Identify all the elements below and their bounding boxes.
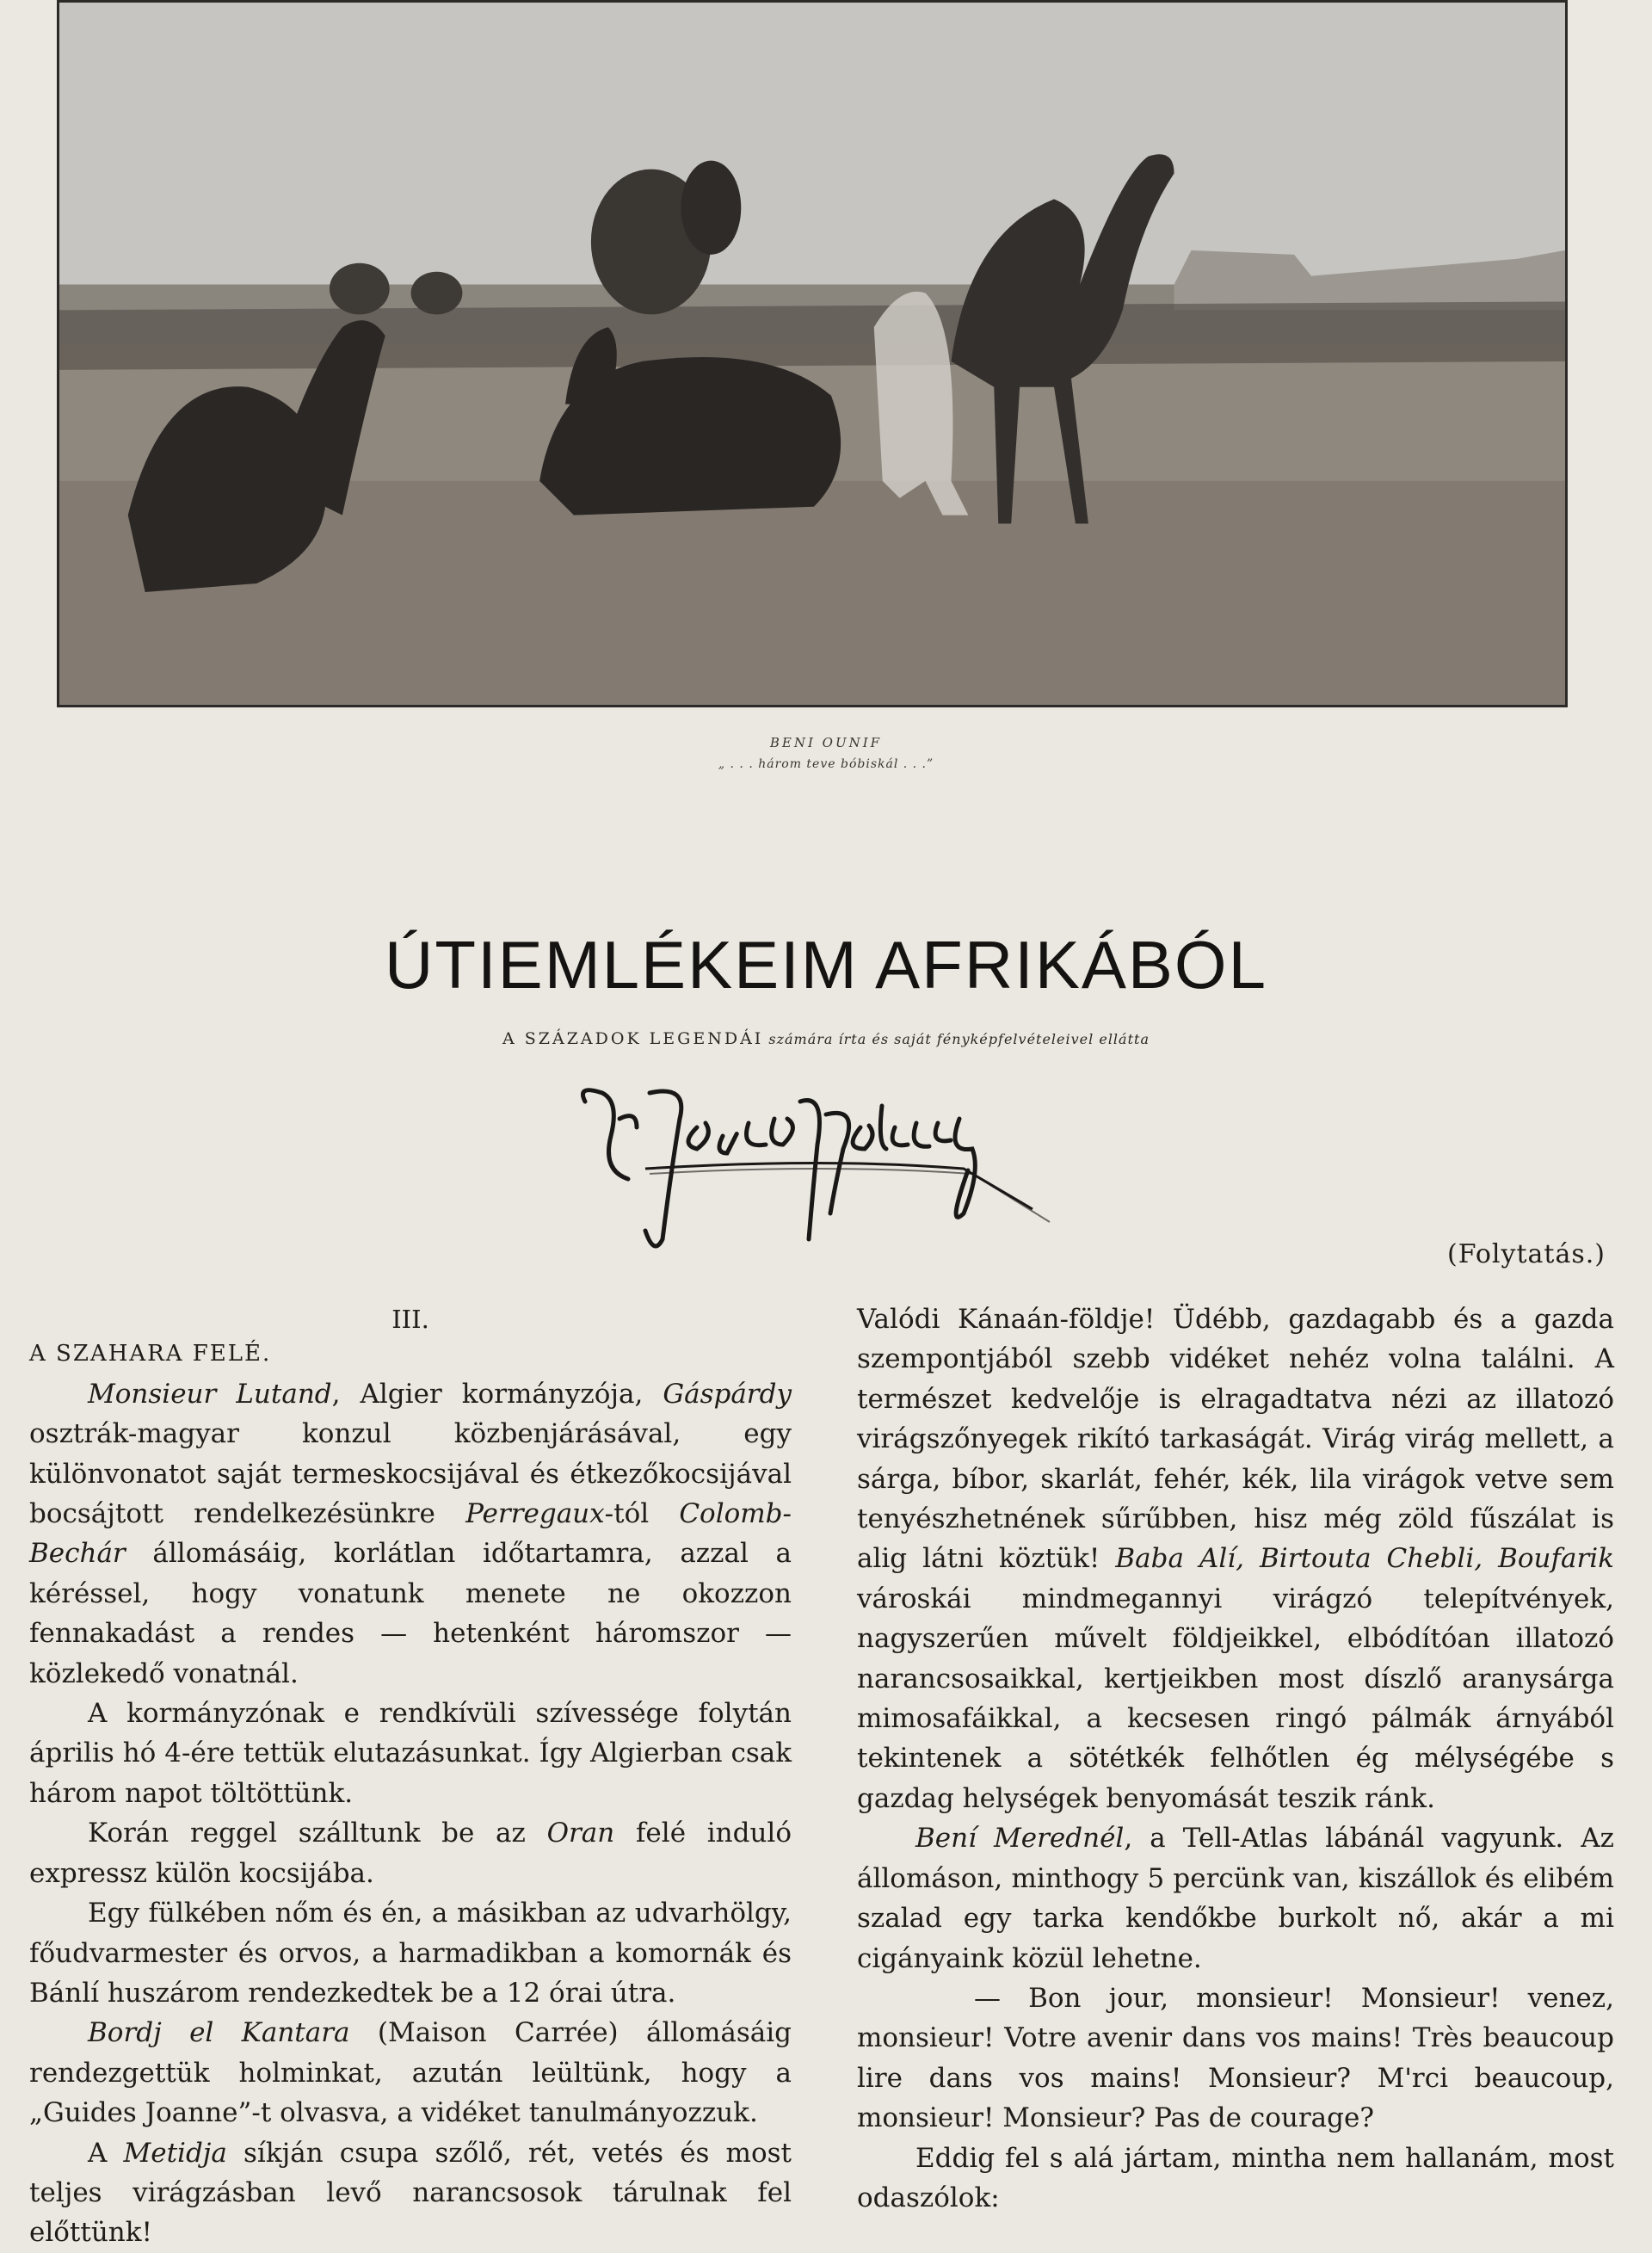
left-column [29,1299,792,2253]
section-title: A SZAHARA FELÉ. [29,1341,272,1367]
text-run: -tól [604,1498,680,1530]
text-run: , Algier kormányzója, [331,1378,663,1410]
text-run: Korán reggel szálltunk be az [88,1818,547,1849]
italic-text: Bení Merednél [915,1823,1125,1855]
italic-text: Oran [546,1818,615,1849]
italic-text: Gáspárdy [663,1378,792,1410]
photo-caption-subtitle: „ . . . három teve bóbiskál . . .” [718,757,934,771]
photo-caption-title: BENI OUNIF [769,735,883,750]
paragraph [29,2133,792,2253]
text-run: osztrák-magyar konzul közbenjárásával, egy különvonatot saját termeskocsijával és étkezőkocsijával bocsájtott rendelkezésünkre [29,1418,792,1530]
text-run: síkján csupa szőlő, rét, vetés és most teljes virágzásban levő narancsosok tárulnak fel előttünk! [29,2137,792,2249]
dialog-paragraph: — Bon jour, monsieur! Monsieur! venez, monsieur! Votre avenir dans vos mains! Très beaucoup lire dans vos mains! Monsieur? M'rci beaucoup, monsieur! Monsieur? Pas de courage? [857,1982,1614,2134]
paragraph [29,1813,792,1893]
text-run: állomásáig, korlátlan időtartamra, azzal a kéréssel, hogy vonatunk menete ne okozzon fennakadást a rendes — hetenként háromszor — közlekedő vonatnál. [29,1538,792,1689]
article-subtitle [0,1029,1652,1048]
italic-text: Monsieur Lutand [88,1378,332,1410]
paragraph: Egy fülkében nőm és én, a másikban az udvarhölgy, főudvarmester és orvos, a harmadikban a komornák és Bánlí huszárom rendezkedtek be a 12 órai útra. [29,1898,792,2009]
italic-text: Baba Alí, Birtouta Chebli, Boufarik [1115,1543,1614,1575]
article-title: ÚTIEMLÉKEIM AFRIKÁBÓL [385,927,1267,1003]
text-run: , a Tell-Atlas lábánál vagyunk. Az állomáson, minthogy 5 percünk van, kiszállok és elibém szalad egy tarka kendőkbe burkolt nő, akár a mi cigányaink közül lehetne. [857,1823,1614,1974]
text-run: Valódi Kánaán-földje! Üdébb, gazdagabb és a gazda szempontjából szebb vidéket nehéz volna találni. A természet kedvelője is elragadtatva nézi az illatozó virágszőnyegek rikító tarkaságát. Virág virág mellett, a sárga, bíbor, skarlát, fehér, kék, lila virágok vetve sem tenyészhetnének sűrűbben, hisz még zöld fűszálat is alig látni köztük! [857,1304,1614,1575]
italic-text: Perregaux [465,1498,605,1530]
camel-photograph [57,0,1568,707]
italic-text: Metidja [123,2137,227,2169]
paragraph [29,2013,792,2133]
continued-note: (Folytatás.) [1446,1239,1606,1269]
paragraph [857,1818,1614,1978]
text-run: felé induló expressz külön kocsijába. [29,1818,792,1889]
section-number: III. [391,1305,429,1334]
subtitle-italic: számára írta és saját fényképfelvételeivel ellátta [768,1031,1150,1047]
photo-scene [59,3,1565,705]
paragraph: Eddig fel s alá jártam, mintha nem hallanám, most odaszólok: [857,2142,1614,2213]
text-run: (Maison Carrée) állomásáig rendezgettük holminkat, azután leültünk, hogy a „Guides Joanne”-t olvasva, a vidéket tanulmányozzuk. [29,2017,792,2129]
right-column [857,1299,1614,2218]
subtitle-caps: A SZÁZADOK LEGENDÁI [502,1029,764,1048]
signature-drawing [568,1067,1084,1265]
paragraph [29,1374,792,1694]
handwritten-signature [568,1067,1084,1265]
text-run: A [88,2137,124,2169]
paragraph [857,1299,1614,1818]
text-run: városkái mindmegannyi virágzó telepítvények, nagyszerűen művelt földjeikkel, elbódítóan illatozó narancsosaikkal, kertjeikben most díszlő aranysárga mimosafáikkal, a kecsesen ringó pálmák árnyából tekintenek a sötétkék felhőtlen ég mélységébe s gazdag helységek benyomását teszik ránk. [857,1583,1614,1814]
paragraph: A kormányzónak e rendkívüli szívessége folytán április hó 4-ére tettük elutazásunkat. Így Algierban csak három napot töltöttünk. [29,1698,792,1809]
italic-text: Bordj el Kantara [88,2017,350,2049]
italic-text: Colomb-Bechár [29,1498,792,1570]
